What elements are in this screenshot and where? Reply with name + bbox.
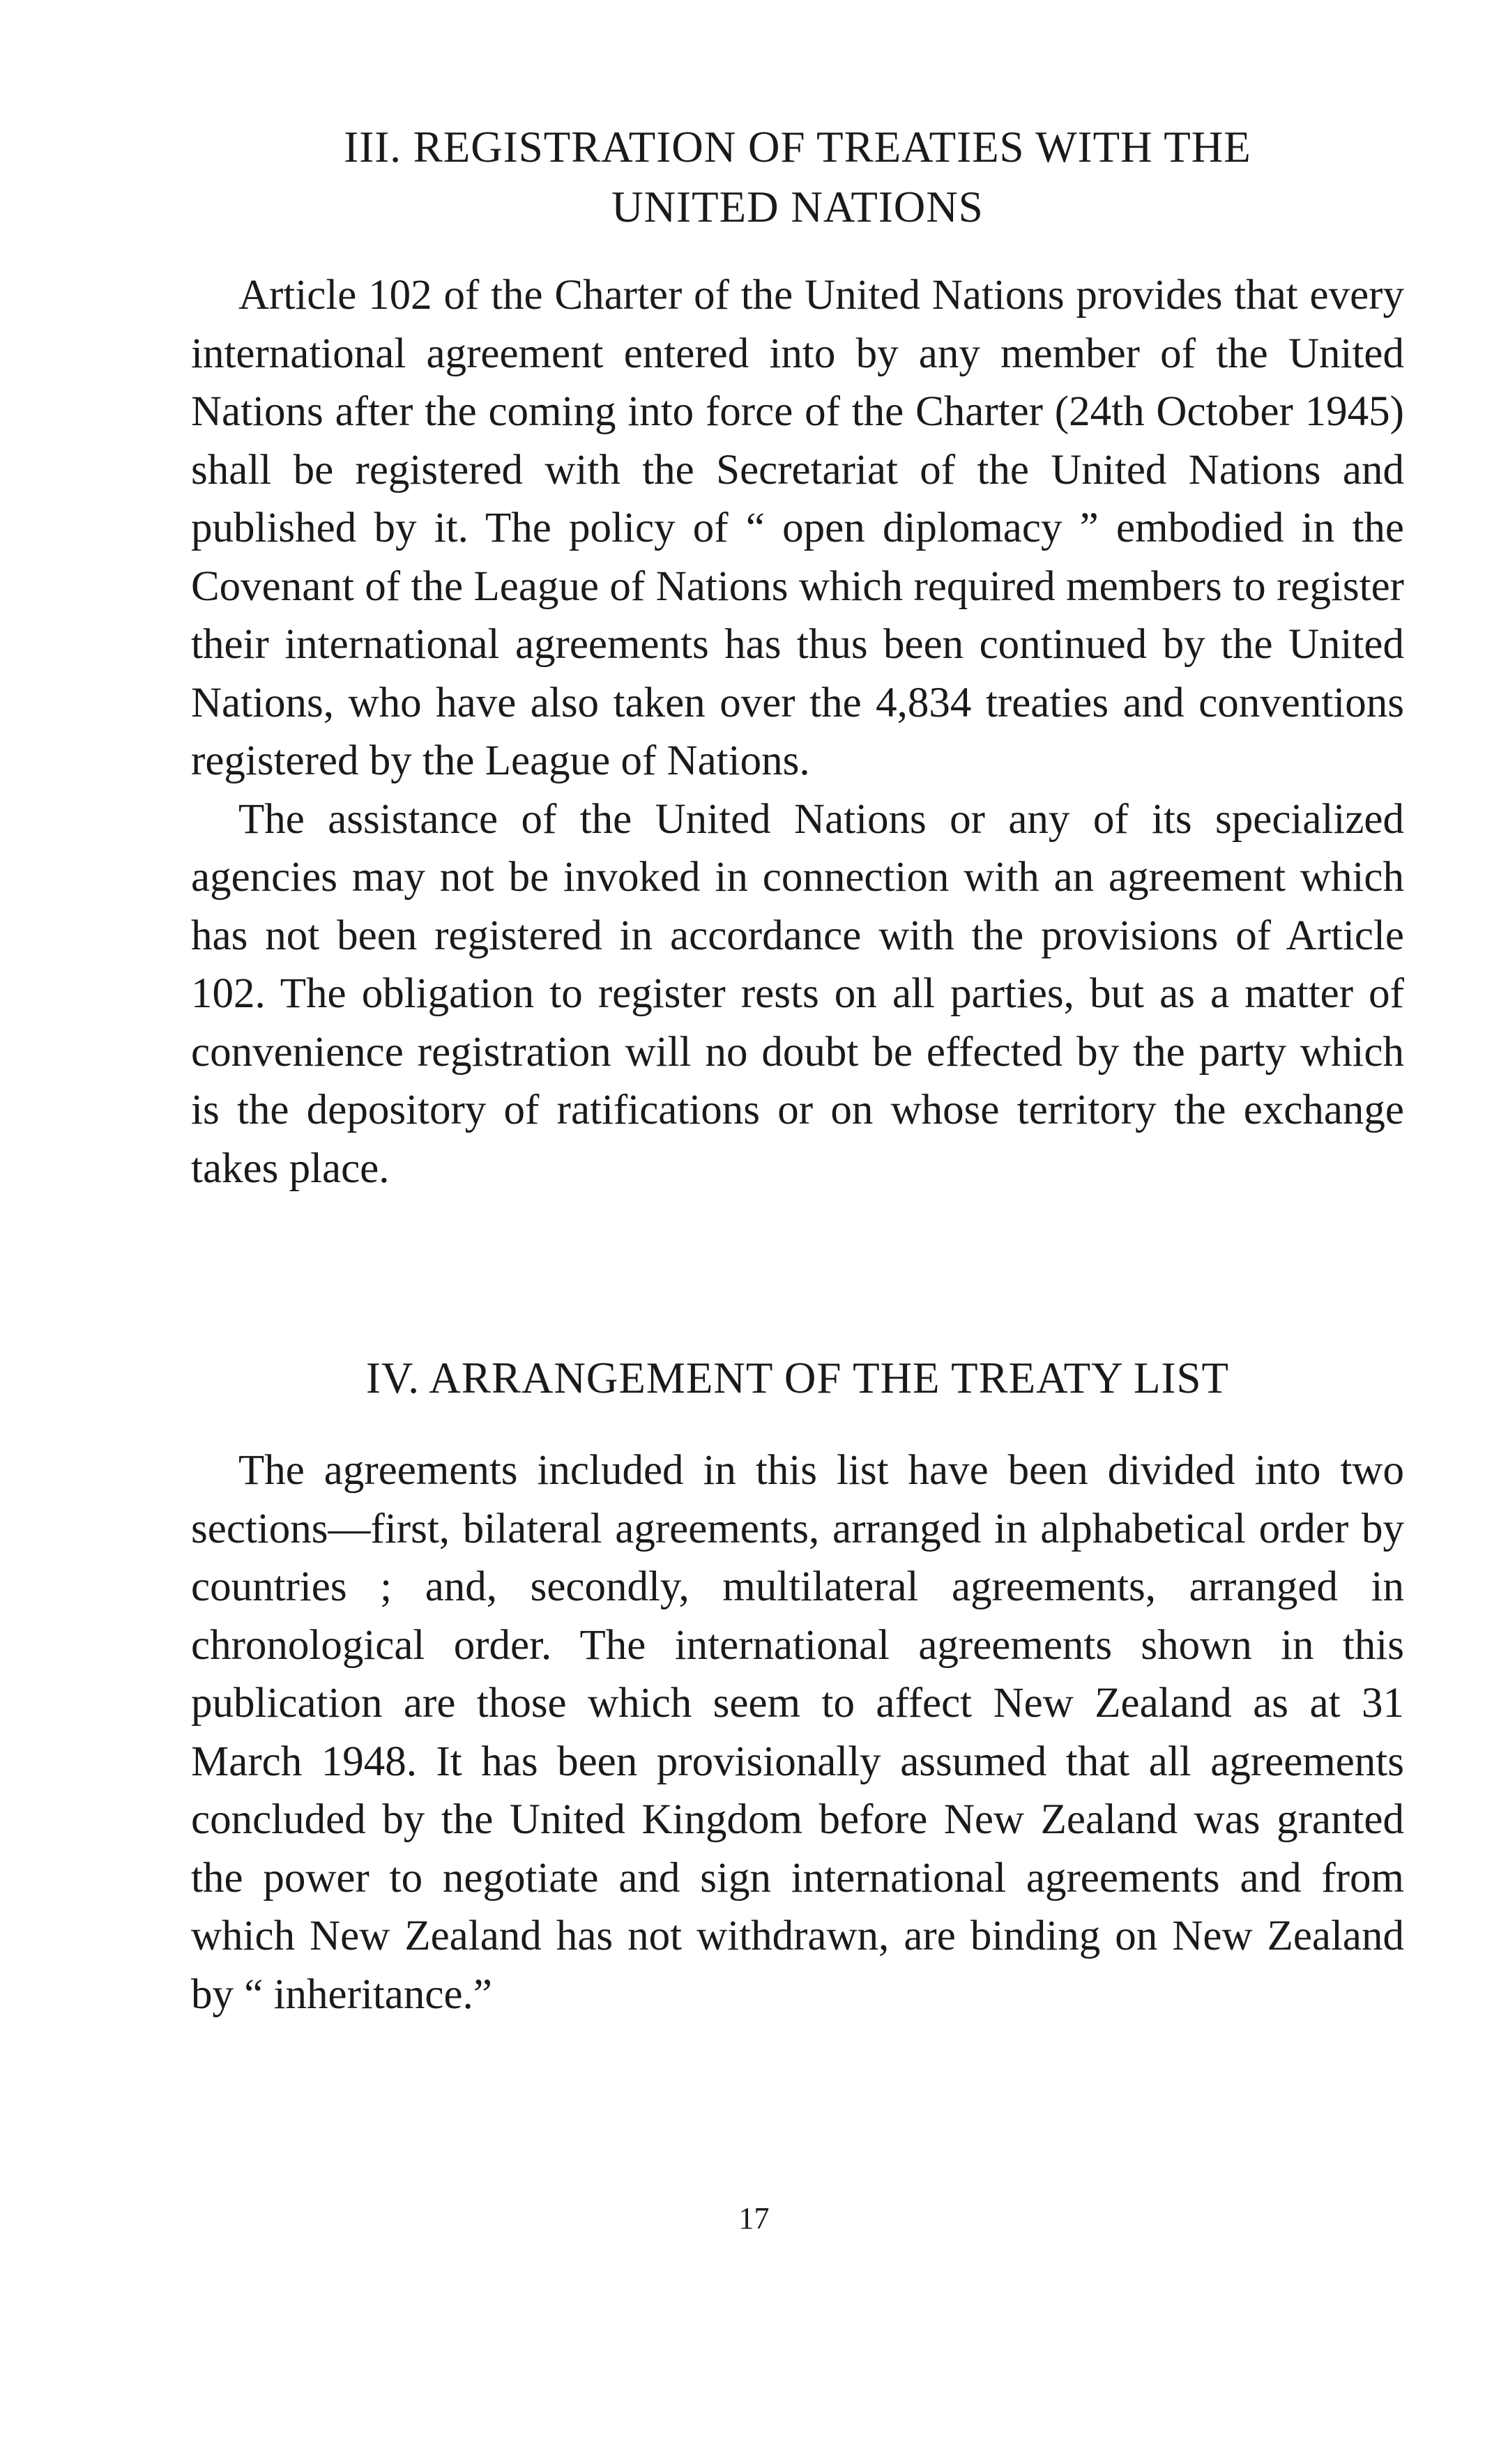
section-3-paragraph-2: The assistance of the United Nations or any of its specialized agencies may not be invoked in connection with an agreement which has not been registered in accordance with the provisions of Article 102. The obligation to register rests on all parties, but as a matter of convenience registration will no doubt be effected by the party which is the depository of ratifications or on whose territory the exchange takes place. [191,795,1404,1192]
section-3-heading-line-1: III. REGISTRATION OF TREATIES WITH THE [344,123,1251,171]
document-page [191,117,1404,2023]
section-4-heading: IV. ARRANGEMENT OF THE TREATY LIST [365,1354,1230,1402]
section-4-body [191,1441,1404,2023]
page-number: 17 [738,2201,770,2235]
section-3-paragraph-1: Article 102 of the Charter of the United Nations provides that every international agreement entered into by any member of the United Nations after the coming into force of the Charter (24th October 1945) shall be registered with the Secretariat of the United Nations and published by it. The policy of “ open diplomacy ” embodied in the Covenant of the League of Nations which required members to register their international agreements has thus been continued by the United Nations, who have also taken over the 4,834 treaties and conventions registered by the League of Nations. [191,272,1404,784]
section-3-heading [191,117,1404,237]
section-3-heading-line-2: UNITED NATIONS [611,183,984,231]
section-4-paragraph-1: The agreements included in this list have been divided into two sections—first, bilateral agreements, arranged in alphabetical order by countries ; and, secondly, multilateral agreements, arranged in chronological order. The international agreements shown in this publication are those which seem to affect New Zealand as at 31 March 1948. It has been provisionally assumed that all agreements concluded by the United Kingdom before New Zealand was granted the power to negotiate and sign international agreements and from which New Zealand has not withdrawn, are binding on New Zealand by “ inheritance.” [191,1447,1404,2018]
section-3-body [191,266,1404,1197]
